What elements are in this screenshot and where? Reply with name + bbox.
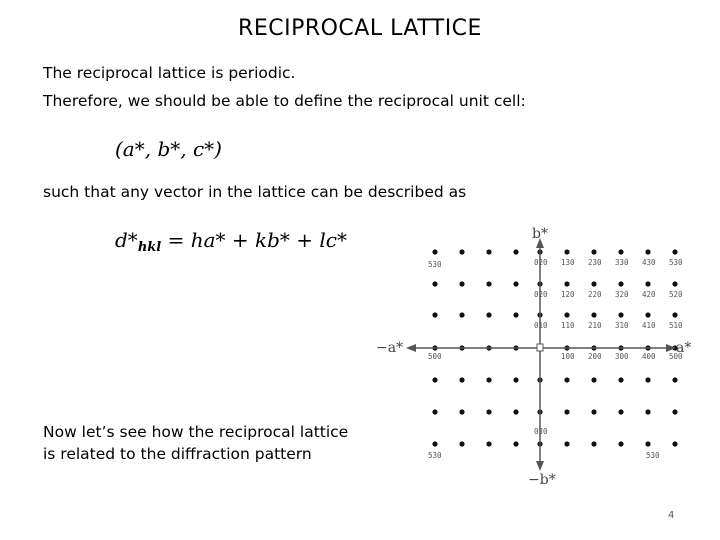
a-star-label: a* [676,340,692,356]
lattice-point [486,409,491,414]
lattice-point [486,377,491,382]
minus-a-star-arrowhead [406,344,416,352]
lattice-point [513,312,518,317]
lattice-point [486,312,491,317]
lattice-point [564,377,569,382]
hkl-label: 500 [428,352,442,361]
lattice-point [591,249,596,254]
hkl-label: 010 [534,321,548,330]
hkl-label: 530 [646,451,660,460]
formula-subscript: hkl [137,240,162,255]
hkl-label: 020 [534,258,548,267]
hkl-label: 320 [615,290,629,299]
hkl-label: 410 [642,321,656,330]
lattice-point [432,312,437,317]
lattice-point [591,281,596,286]
lattice-point [459,312,464,317]
lattice-point [432,281,437,286]
lattice-point [672,281,677,286]
lattice-point [513,249,518,254]
note-line-2: is related to the diffraction pattern [43,445,312,463]
lattice-point [645,409,650,414]
lattice-point [564,249,569,254]
hkl-label: 400 [642,352,656,361]
lattice-point [513,281,518,286]
lattice-point [459,377,464,382]
diffraction-note [43,421,348,465]
text-line-periodic: The reciprocal lattice is periodic. [43,64,296,82]
text-line-vector: such that any vector in the lattice can be described as [43,183,467,201]
lattice-point [645,281,650,286]
lattice-point [432,377,437,382]
hkl-label: 030 [534,427,548,436]
lattice-point [645,249,650,254]
origin-marker [537,344,543,351]
reciprocal-lattice-figure [370,220,700,495]
lattice-point [672,377,677,382]
lattice-point [672,409,677,414]
lattice-point [513,441,518,446]
lattice-point [645,377,650,382]
lattice-point [618,377,623,382]
lattice-point [459,249,464,254]
hkl-label: 110 [561,321,575,330]
lattice-point [564,441,569,446]
hkl-label: 200 [588,352,602,361]
lattice-point [618,249,623,254]
lattice-point [486,281,491,286]
lattice-point [486,441,491,446]
hkl-label: 330 [615,258,629,267]
lattice-point [459,441,464,446]
hkl-label: 310 [615,321,629,330]
lattice-point [513,377,518,382]
hkl-label: 530 [428,260,442,269]
lattice-point [672,441,677,446]
lattice-point [591,377,596,382]
note-line-1: Now let’s see how the reciprocal lattice [43,423,349,441]
lattice-point [564,281,569,286]
lattice-point [618,409,623,414]
hkl-label: 510 [669,321,683,330]
lattice-point [591,409,596,414]
lattice-point [618,281,623,286]
lattice-point [459,409,464,414]
hkl-label: 120 [561,290,575,299]
minus-b-star-label: −b* [528,472,556,488]
hkl-label: 220 [588,290,602,299]
minus-b-star-arrowhead [536,461,544,471]
hkl-label: 520 [669,290,683,299]
b-star-label: b* [532,226,548,242]
lattice-point [645,441,650,446]
hkl-label: 430 [642,258,656,267]
lattice-point [672,312,677,317]
reciprocal-vector-formula [115,228,347,255]
unit-cell-formula: (a*, b*, c*) [115,137,222,161]
hkl-label: 300 [615,352,629,361]
lattice-point [618,312,623,317]
lattice-point [591,441,596,446]
lattice-point [432,249,437,254]
lattice-point [672,249,677,254]
hkl-label: 530 [669,258,683,267]
hkl-label: 130 [561,258,575,267]
hkl-label: 100 [561,352,575,361]
lattice-point [486,249,491,254]
text-line-define-unit-cell: Therefore, we should be able to define the reciprocal unit cell: [43,92,526,110]
lattice-point [591,312,596,317]
lattice-point [645,312,650,317]
lattice-index-labels [428,258,683,460]
lattice-point [564,409,569,414]
lattice-point [618,441,623,446]
hkl-label: 530 [428,451,442,460]
lattice-point [459,281,464,286]
hkl-label: 230 [588,258,602,267]
lattice-point [513,409,518,414]
lattice-point [432,441,437,446]
lattice-point [432,409,437,414]
lattice-point [564,312,569,317]
hkl-label: 210 [588,321,602,330]
hkl-label: 420 [642,290,656,299]
minus-a-star-label: −a* [376,340,404,356]
hkl-label: 020 [534,290,548,299]
slide-title: RECIPROCAL LATTICE [238,16,482,41]
formula-rhs: = ha* + kb* + lc* [161,228,347,252]
a-star-arrowhead [666,344,676,352]
hkl-label: 500 [669,352,683,361]
formula-lhs: d* [115,228,138,252]
page-number: 4 [668,510,675,521]
